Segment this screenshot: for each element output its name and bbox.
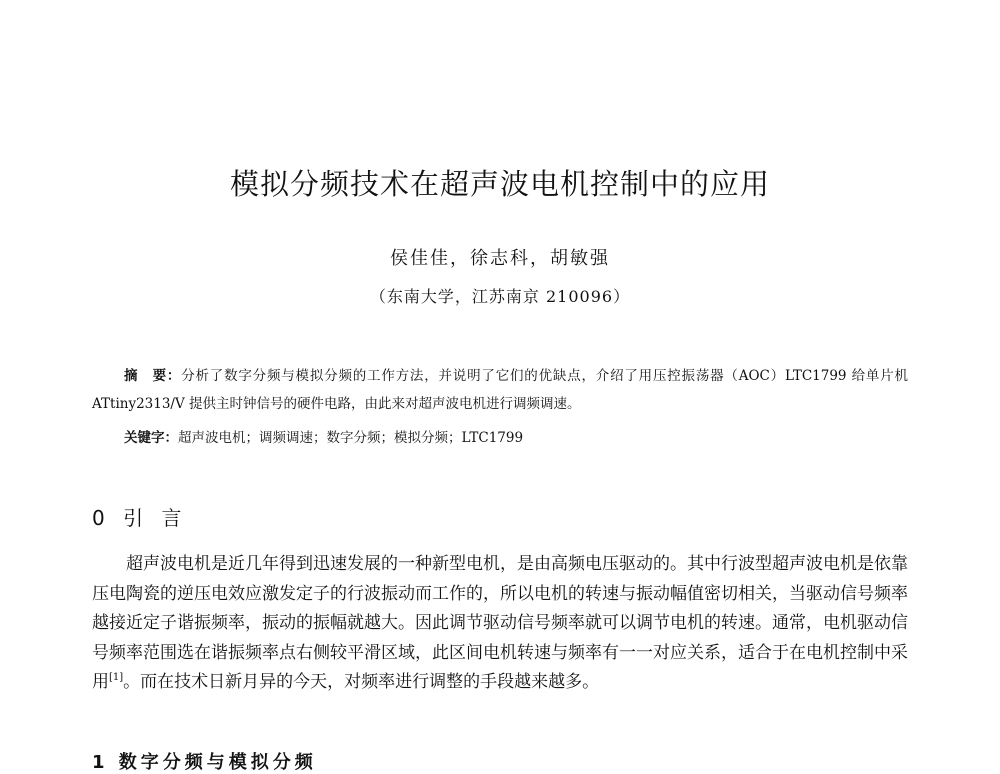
abstract [92,362,908,418]
intro-body [92,550,908,698]
paper-authors: 侯佳佳，徐志科，胡敏强 [390,248,610,269]
section-heading-next: 1 数字分频与模拟分频 [92,752,317,773]
keywords [124,426,908,450]
paper-title: 模拟分频技术在超声波电机控制中的应用 [229,167,770,201]
abstract-paragraph [92,362,908,418]
intro-text-b: 。而在技术日新月异的今天，对频率进行调整的手段越来越多。 [123,672,600,692]
abstract-label: 摘 要： [124,368,182,384]
keywords-text: 超声波电机；调频调速；数字分频；模拟分频；LTC1799 [178,430,524,446]
keywords-label: 关键字： [124,430,178,446]
abstract-text: 分析了数字分频与模拟分频的工作方法，并说明了它们的优缺点，介绍了用压控振荡器（AOC）LTC1799 给单片机 ATtiny2313/V 提供主时钟信号的硬件电路，由此来对超声波电机进行调频调速。 [92,368,908,412]
paper-affiliation: （东南大学，江苏南京 210096） [369,287,631,306]
citation-ref[interactable]: [1] [109,672,124,683]
intro-paragraph [92,550,908,698]
section-heading-intro: 0 引 言 [92,506,188,530]
intro-text-a: 超声波电机是近几年得到迅速发展的一种新型电机，是由高频电压驱动的。其中行波型超声波电机是依靠压电陶瓷的逆压电效应激发定子的行波振动而工作的，所以电机的转速与振动幅值密切相关，当驱动信号频率越接近定子谐振频率，振动的振幅就越大。因此调节驱动信号频率就可以调节电机的转速。通常，电机驱动信号频率范围选在谐振频率点右侧较平滑区域，此区间电机转速与频率有一一对应关系，适合于在电机控制中采用 [92,554,908,692]
